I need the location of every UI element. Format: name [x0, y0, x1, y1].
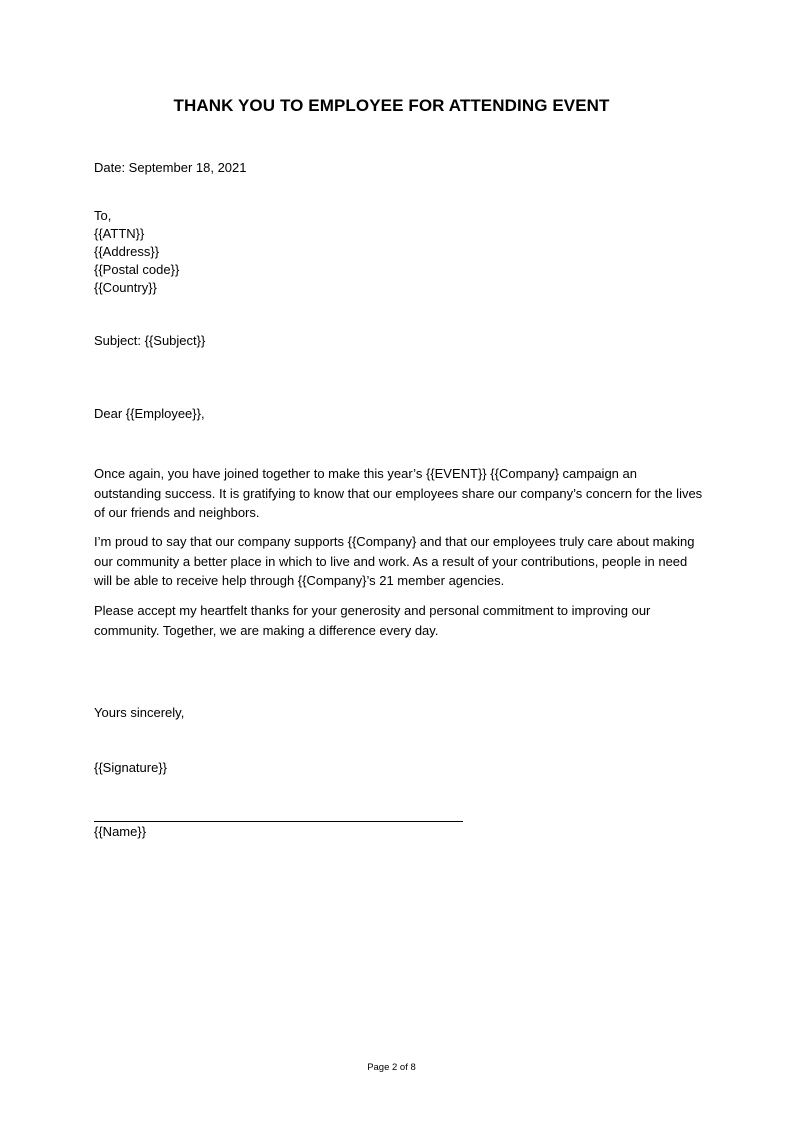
recipient-postal-code: {{Postal code}} [94, 262, 180, 277]
recipient-to: To, [94, 208, 112, 223]
body-paragraph-1: Once again, you have joined together to make this year’s {{EVENT}} {{Company} campaign an outstanding success. It is gratifying to know that our employees share our company’s concern for the lives of our friends and neighbors. [94, 466, 703, 520]
signature-placeholder: {{Signature}} [94, 760, 168, 775]
body-paragraph-2: I’m proud to say that our company supports {{Company} and that our employees truly care about making our community a better place in which to live and work. As a result of your contributions, people in need will be able to receive help through {{Company}’s 21 member agencies. [94, 534, 695, 588]
closing: Yours sincerely, [94, 705, 185, 720]
recipient-country: {{Country}} [94, 280, 157, 295]
recipient-address: {{Address}} [94, 244, 160, 259]
recipient-attn: {{ATTN}} [94, 226, 145, 241]
signer-name: {{Name}} [94, 824, 147, 839]
date-line: Date: September 18, 2021 [94, 160, 247, 175]
subject-line: Subject: {{Subject}} [94, 333, 206, 348]
page-title: THANK YOU TO EMPLOYEE FOR ATTENDING EVENT [173, 96, 610, 115]
signature-line [94, 821, 463, 822]
salutation: Dear {{Employee}}, [94, 406, 205, 421]
body-paragraph-3: Please accept my heartfelt thanks for your generosity and personal commitment to improving our community. Together, we are making a difference every day. [94, 603, 651, 638]
page-number: Page 2 of 8 [367, 1062, 416, 1073]
